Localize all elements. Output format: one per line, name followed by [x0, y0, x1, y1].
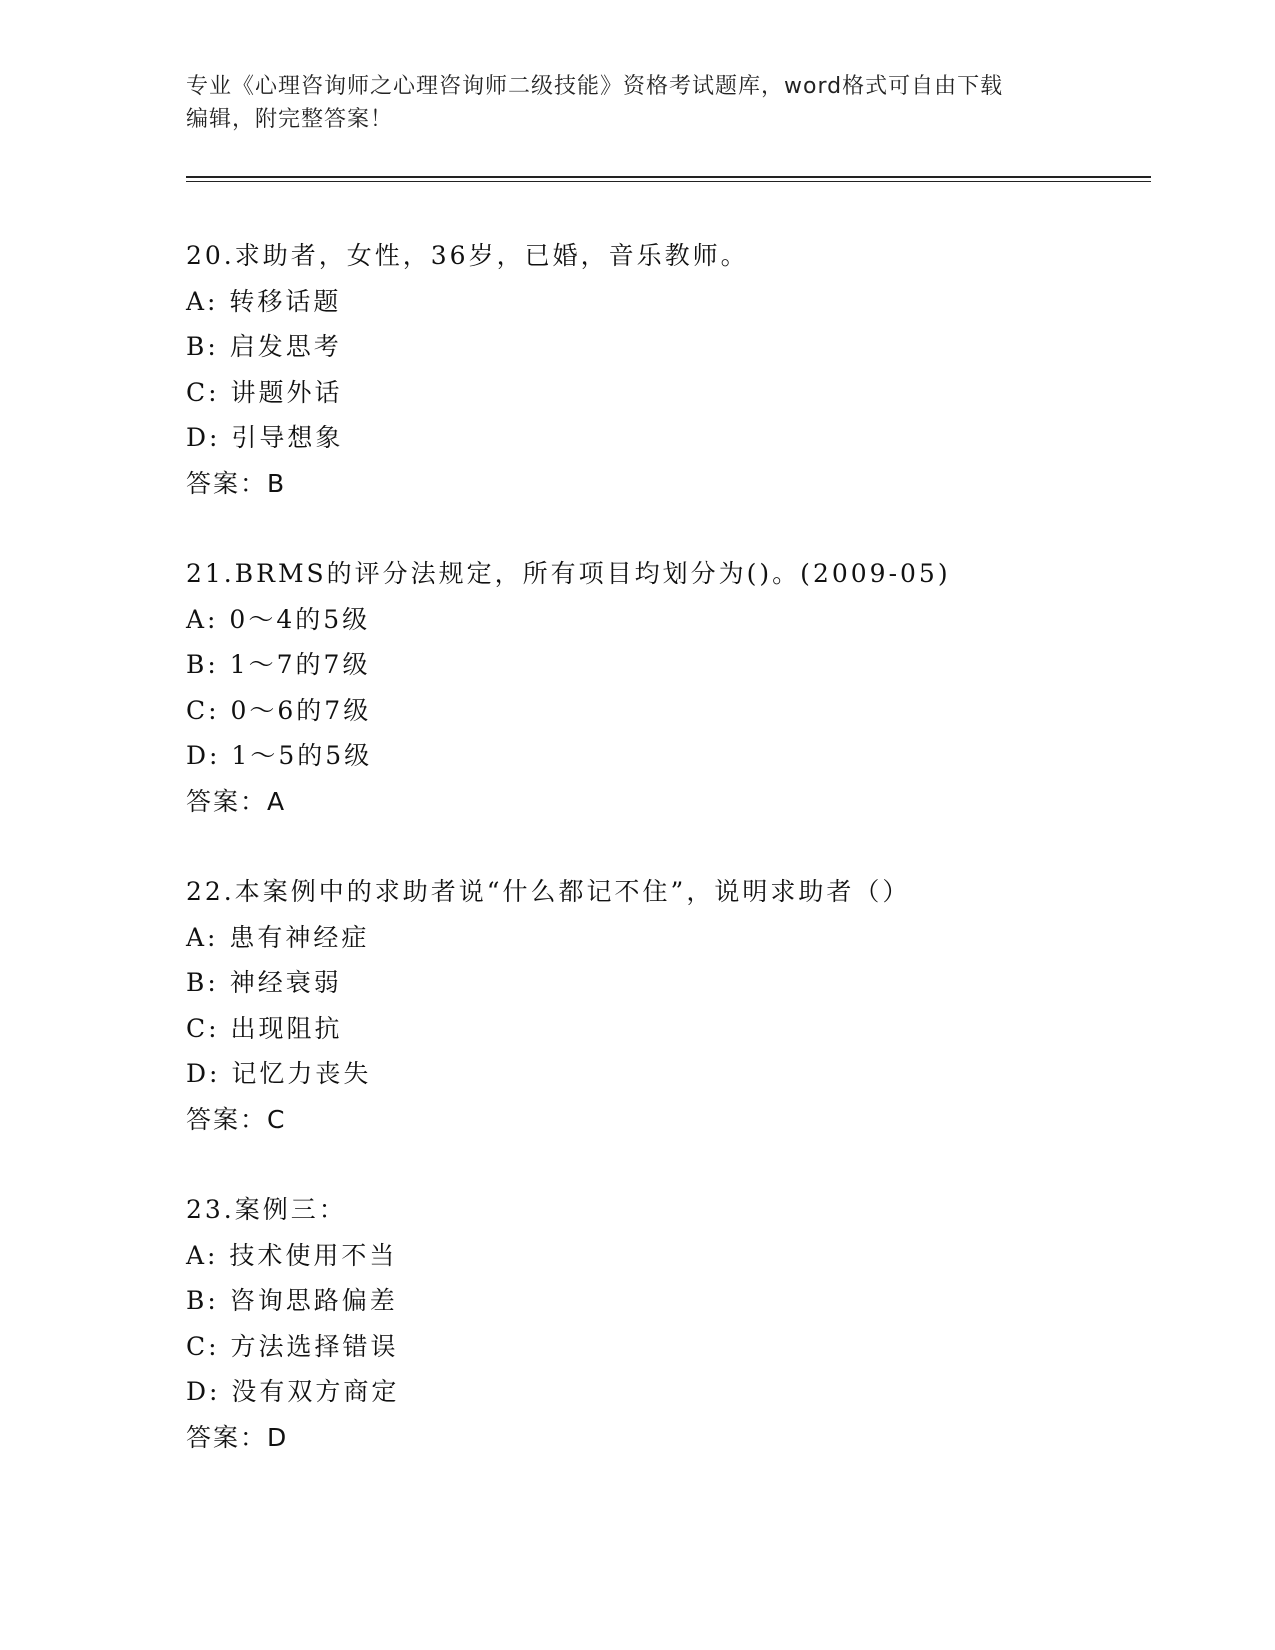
- option-b: B: 启发思考: [186, 332, 342, 361]
- option-a: A: 转移话题: [186, 286, 342, 316]
- question-stem: 21.BRMS的评分法规定，所有项目均划分为()。(2009-05): [186, 559, 951, 588]
- answer-line: 答案：B: [186, 468, 287, 498]
- option-c: C: 0～6的7级: [186, 695, 372, 725]
- answer-line: 答案：D: [186, 1422, 289, 1452]
- option-d: D: 记忆力丧失: [186, 1059, 372, 1088]
- option-a: A: 技术使用不当: [186, 1240, 398, 1270]
- option-a: A: 患有神经症: [186, 922, 370, 952]
- question-23: [186, 1187, 1146, 1460]
- option-c: C: 出现阻抗: [186, 1013, 343, 1043]
- option-b: B: 咨询思路偏差: [186, 1286, 398, 1315]
- question-list: [186, 233, 1146, 1505]
- header-divider-thin: [186, 181, 1151, 182]
- option-d: D: 没有双方商定: [186, 1377, 400, 1406]
- option-a: A: 0～4的5级: [186, 604, 371, 634]
- answer-line: 答案：C: [186, 1104, 287, 1134]
- header-line-1: 专业《心理咨询师之心理咨询师二级技能》资格考试题库，word格式可自由下载: [186, 74, 1004, 99]
- option-c: C: 讲题外话: [186, 377, 343, 407]
- question-21: [186, 551, 1146, 824]
- question-stem: 20.求助者，女性，36岁，已婚，音乐教师。: [186, 241, 749, 270]
- option-b: B: 神经衰弱: [186, 968, 342, 997]
- option-d: D: 引导想象: [186, 423, 344, 452]
- answer-line: 答案：A: [186, 786, 287, 816]
- header-divider: [186, 176, 1151, 178]
- document-header: [186, 70, 1086, 136]
- question-20: [186, 233, 1146, 506]
- question-stem: 22.本案例中的求助者说“什么都记不住”，说明求助者（）: [186, 877, 911, 906]
- header-line-2: 编辑，附完整答案！: [186, 107, 394, 132]
- option-b: B: 1～7的7级: [186, 650, 371, 679]
- question-stem: 23.案例三：: [186, 1195, 347, 1224]
- option-c: C: 方法选择错误: [186, 1331, 399, 1361]
- option-d: D: 1～5的5级: [186, 741, 373, 770]
- question-22: [186, 869, 1146, 1142]
